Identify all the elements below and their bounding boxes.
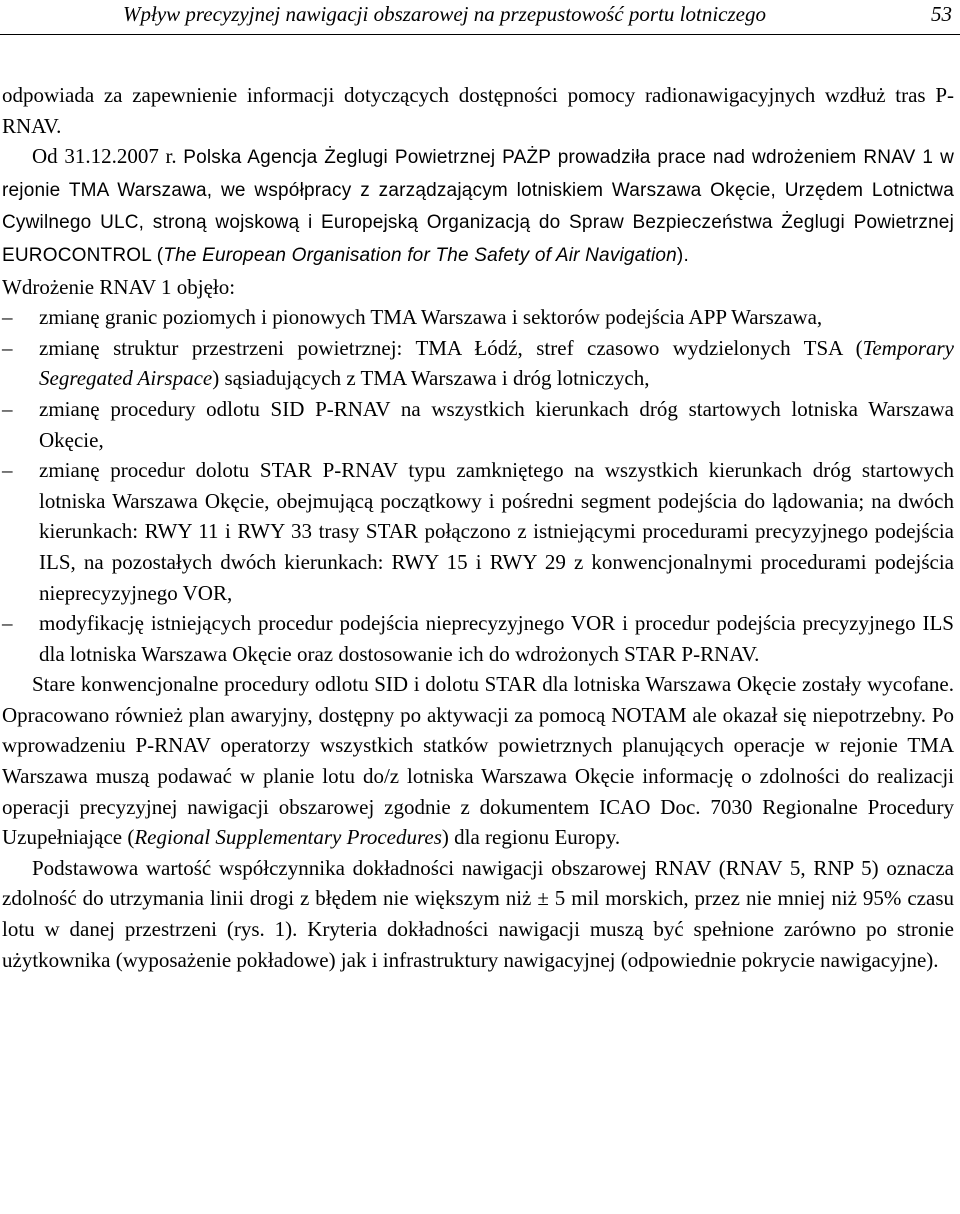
date-text: Od 31.12.2007 r. xyxy=(32,144,184,169)
list-item: – zmianę procedur dolotu STAR P-RNAV typu zamkniętego na wszystkich kierunkach dróg startowych lotniska Warszawa Okęcie, obejmującą początkowy i pośredni segment podejścia do lądowania; na dwóch kierunkach: RWY 11 i RWY 33 trasy STAR połączono z istniejącymi procedurami precyzyjnego podejścia ILS, na pozostałych dwóch kierunkach: RWY 15 i RWY 29 z konwencjonalnymi procedurami podejścia nieprecyzyjnego VOR, xyxy=(2,455,954,608)
rsp-full-name: Regional Supplementary Procedures xyxy=(134,825,442,850)
list-item-text-end: ) sąsiadujących z TMA Warszawa i dróg lotniczych, xyxy=(212,366,650,391)
document-body xyxy=(2,80,954,975)
list-intro: Wdrożenie RNAV 1 objęło: xyxy=(2,274,236,299)
paragraph-text: Stare konwencjonalne procedury odlotu SID i dolotu STAR dla lotniska Warszawa Okęcie zostały wycofane. xyxy=(32,672,954,697)
paragraph-text: Polska Agencja Żeglugi Powietrznej PAŻP prowadziła prace nad wdrożeniem RNAV 1 w rejonie TMA Warszawa, we współpracy z zarządzającym lotniskiem Warszawa Okęcie, Urzędem Lotnictwa Cywilnego ULC, stroną wojskową i Europejską Organizacją do Spraw Bezpieczeństwa Żeglugi Powietrznej EUROCONTROL ( xyxy=(2,147,954,266)
list-item: – zmianę procedury odlotu SID P-RNAV na wszystkich kierunkach dróg startowych lotniska Warszawa Okęcie, xyxy=(2,394,954,455)
list-item-text: zmianę struktur przestrzeni powietrznej: TMA Łódź, stref czasowo wydzielonych TSA ( xyxy=(39,335,863,360)
paragraph-continuation: odpowiada za zapewnienie informacji dotyczących dostępności pomocy radionawigacyjnych wzdłuż tras P-RNAV. xyxy=(2,83,954,138)
paragraph-rnav-implementation xyxy=(2,141,954,271)
implementation-list xyxy=(2,302,954,669)
page-number: 53 xyxy=(931,2,952,26)
tsa-full-name: Temporary Segregated Airspace xyxy=(39,335,954,391)
paragraph-procedures-withdrawn xyxy=(2,669,954,853)
paragraph-accuracy: Podstawowa wartość współczynnika dokładności nawigacji obszarowej RNAV (RNAV 5, RNP 5) oznacza zdolność do utrzymania linii drogi z błędem nie większym niż ± 5 mil morskich, przez nie mniej niż 95% czasu lotu w danej przestrzeni (rys. 1). Kryteria dokładności nawigacji muszą być spełnione zarówno po stronie użytkownika (wyposażenie pokładowe) jak i infrastruktury nawigacyjnej (odpowiednie pokrycie nawigacyjne). xyxy=(2,855,954,972)
list-item: – zmianę granic poziomych i pionowych TMA Warszawa i sektorów podejścia APP Warszawa, xyxy=(2,302,954,333)
paragraph-text-end: ) dla regionu Europy. xyxy=(441,825,621,850)
header-title: Wpływ precyzyjnej nawigacji obszarowej na przepustowość portu lotniczego xyxy=(123,2,766,26)
paragraph-text-end: ). xyxy=(676,244,689,266)
running-header xyxy=(0,0,960,35)
list-item xyxy=(2,333,954,394)
eurocontrol-full-name: The European Organisation for The Safety of Air Navigation xyxy=(163,244,677,266)
paragraph-text: Opracowano również plan awaryjny, dostępny po aktywacji za pomocą NOTAM ale okazał się niepotrzebny. Po wprowadzeniu P-RNAV operatorzy wszystkich statków powietrznych planujących operacje w rejonie TMA Warszawa muszą podawać w planie lotu do/z lotniska Warszawa Okęcie informację o zdolności do realizacji operacji precyzyjnej nawigacji obszarowej zgodnie z dokumentem ICAO Doc. 7030 Regionalne Procedury Uzupełniające ( xyxy=(2,702,954,850)
list-item: – modyfikację istniejących procedur podejścia nieprecyzyjnego VOR i procedur podejścia precyzyjnego ILS dla lotniska Warszawa Okęcie oraz dostosowanie ich do wdrożonych STAR P-RNAV. xyxy=(2,608,954,669)
